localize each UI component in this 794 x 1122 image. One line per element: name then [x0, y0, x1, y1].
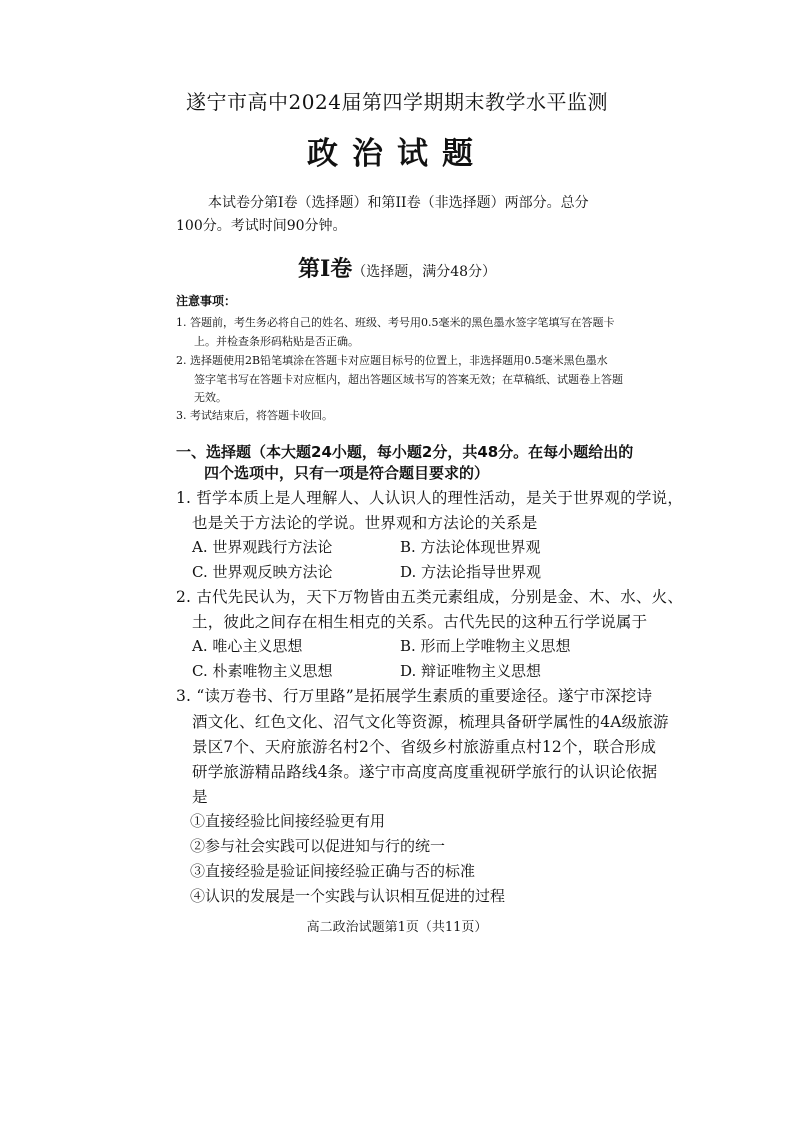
- question-2-line-1: 2. 古代先民认为，天下万物皆由五类元素组成，分别是金、木、水、火、: [176, 588, 684, 606]
- question-3-line-3: 景区7个、天府旅游名村2个、省级乡村旅游重点村12个，联合形成: [192, 738, 657, 756]
- notice-2-line-2: 签字笔书写在答题卡对应框内，超出答题区域书写的答案无效；在草稿纸、试题卷上答题: [194, 373, 623, 386]
- question-1-option-a: A. 世界观践行方法论: [192, 538, 333, 556]
- question-2-option-a: A. 唯心主义思想: [192, 637, 303, 655]
- page-footer: 高二政治试题第1页（共11页）: [306, 920, 488, 935]
- notice-1-line-2: 上。并检查条形码粘贴是否正确。: [194, 335, 359, 348]
- question-2-option-d: D. 辩证唯物主义思想: [400, 662, 542, 680]
- question-2-option-b: B. 形而上学唯物主义思想: [400, 637, 571, 655]
- question-1-option-b: B. 方法论体现世界观: [400, 538, 541, 556]
- exam-subtitle: 遂宁市高中2024届第四学期期末教学水平监测: [186, 90, 608, 114]
- question-3-statement-4: ④认识的发展是一个实践与认识相互促进的过程: [190, 887, 506, 905]
- question-1-line-2: 也是关于方法论的学说。世界观和方法论的关系是: [192, 514, 538, 532]
- part-1-label: 第Ⅰ卷: [297, 256, 353, 282]
- notice-2-line-1: 2. 选择题使用2B铅笔填涂在答题卡对应题目标号的位置上，非选择题用0.5毫米黑色墨水: [176, 354, 608, 367]
- question-3-line-2: 酒文化、红色文化、沼气文化等资源，梳理具备研学属性的4A级旅游: [192, 713, 669, 731]
- question-2-option-c: C. 朴素唯物主义思想: [192, 662, 333, 680]
- question-3-statement-1: ①直接经验比间接经验更有用: [190, 812, 386, 830]
- question-1-option-d: D. 方法论指导世界观: [400, 563, 542, 581]
- notices-heading: 注意事项：: [176, 294, 237, 308]
- section-1-heading-line-2: 四个选项中，只有一项是符合题目要求的）: [204, 464, 490, 482]
- intro-line-2: 100分。考试时间90分钟。: [176, 218, 347, 234]
- question-1-line-1: 1. 哲学本质上是人理解人、人认识人的理性活动，是关于世界观的学说，: [176, 489, 684, 507]
- question-3-statement-2: ②参与社会实践可以促进知与行的统一: [190, 837, 446, 855]
- part-1-heading: [0, 252, 794, 283]
- question-3-line-1: 3. “读万卷书、行万里路”是拓展学生素质的重要途径。遂宁市深挖诗: [176, 687, 653, 705]
- question-3-line-4: 研学旅游精品路线4条。遂宁市高度高度重视研学旅行的认识论依据: [192, 763, 658, 781]
- question-3-statement-3: ③直接经验是验证间接经验正确与否的标准: [190, 862, 476, 880]
- part-1-note: （选择题，满分48分）: [352, 264, 497, 280]
- question-1-option-c: C. 世界观反映方法论: [192, 563, 333, 581]
- exam-title: 政治试题: [307, 136, 487, 172]
- notice-1-line-1: 1. 答题前，考生务必将自己的姓名、班级、考号用0.5毫米的黑色墨水签字笔填写在答题卡: [176, 316, 615, 329]
- question-3-line-5: 是: [192, 788, 208, 806]
- question-2-line-2: 土，彼此之间存在相生相克的关系。古代先民的这种五行学说属于: [192, 613, 648, 631]
- notice-3-line-1: 3. 考试结束后，将答题卡收回。: [176, 409, 333, 422]
- section-1-heading-line-1: 一、选择题（本大题24小题，每小题2分，共48分。在每小题给出的: [176, 443, 634, 461]
- intro-line-1: 本试卷分第I卷（选择题）和第II卷（非选择题）两部分。总分: [208, 195, 589, 211]
- notice-2-line-3: 无效。: [194, 391, 227, 404]
